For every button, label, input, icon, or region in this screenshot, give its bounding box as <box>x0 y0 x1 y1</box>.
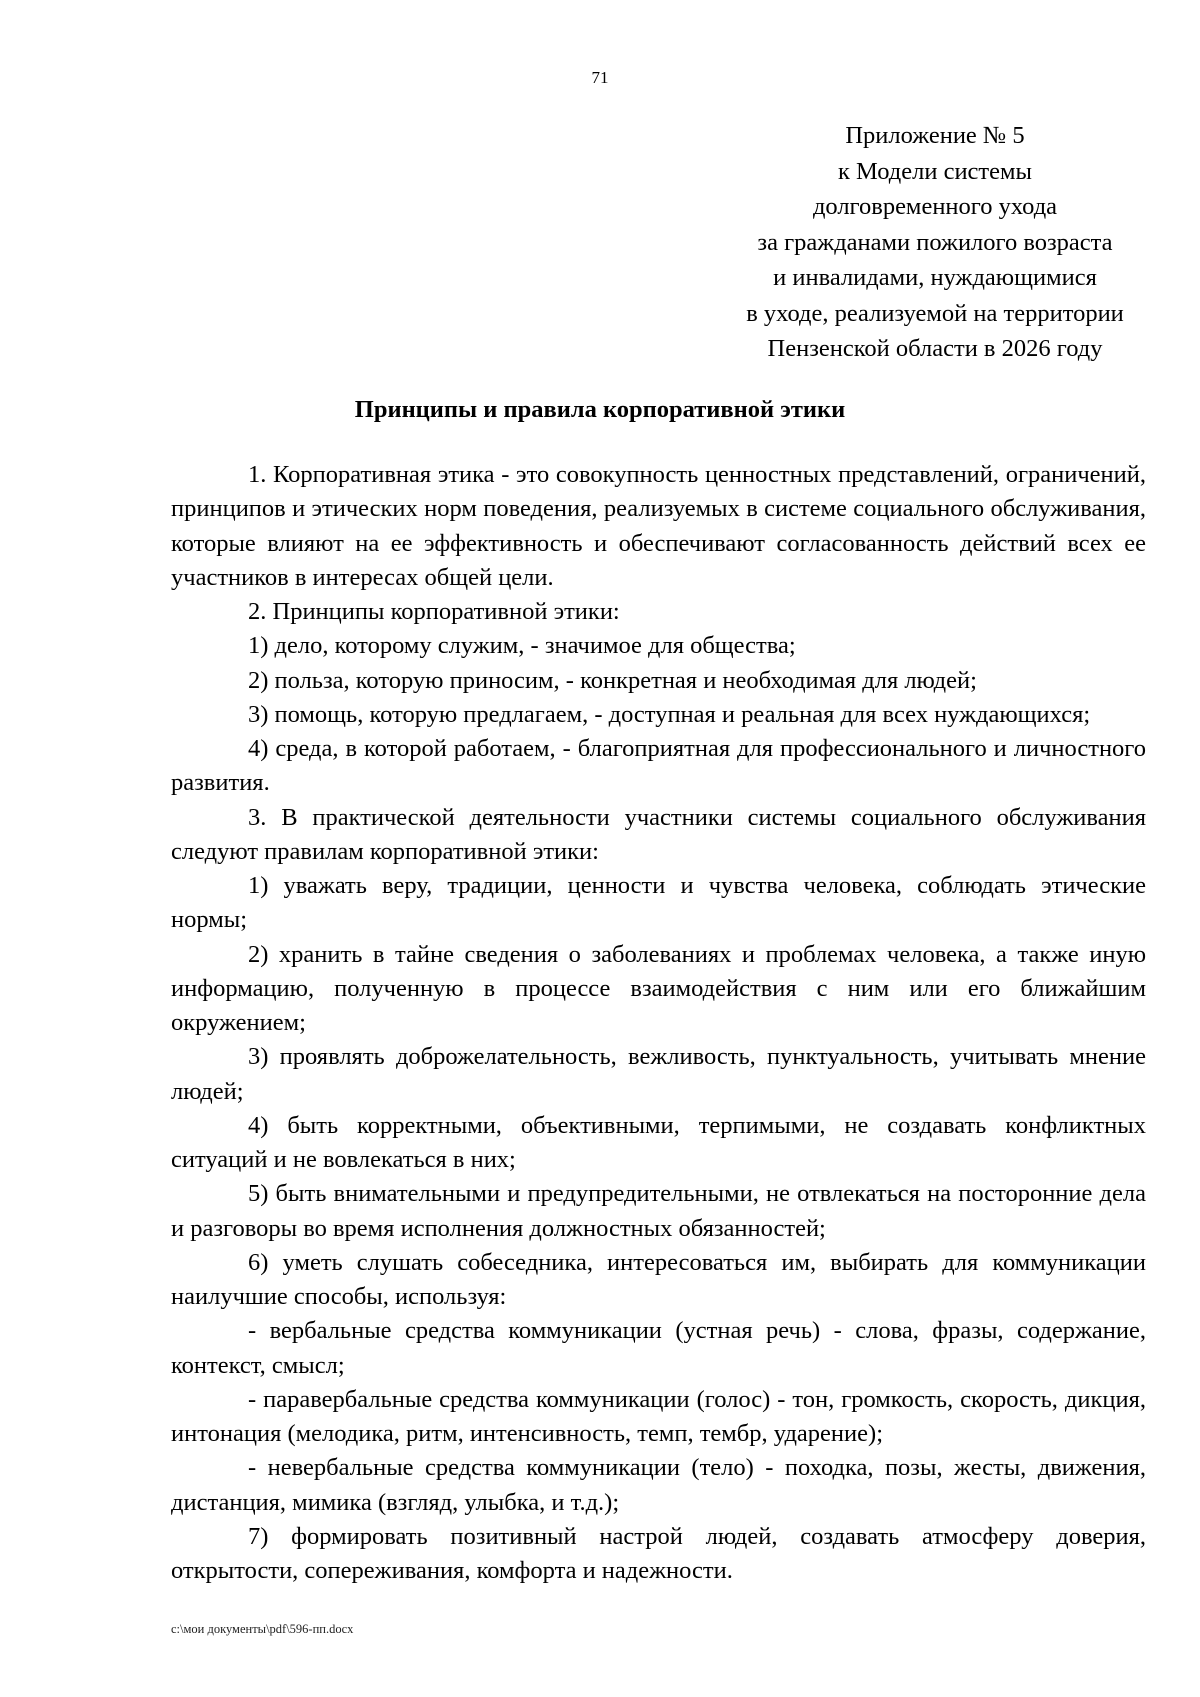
appendix-header <box>700 118 1170 367</box>
appendix-line: и инвалидами, нуждающимися <box>773 264 1097 291</box>
paragraph: 6) уметь слушать собеседника, интересоваться им, выбирать для коммуникации наилучшие способы, используя: <box>171 1248 1146 1310</box>
appendix-line: в уходе, реализуемой на территории <box>746 299 1124 327</box>
paragraph: - вербальные средства коммуникации (устная речь) - слова, фразы, содержание, контекст, смысл; <box>171 1317 1146 1379</box>
paragraph: 7) формировать позитивный настрой людей, создавать атмосферу доверия, открытости, сопереживания, комфорта и надежности. <box>171 1522 1146 1584</box>
paragraph: 2) хранить в тайне сведения о заболеваниях и проблемах человека, а также иную информацию, полученную в процессе взаимодействия с ним или его ближайшим окружением; <box>171 940 1146 1036</box>
paragraph: 4) быть корректными, объективными, терпимыми, не создавать конфликтных ситуаций и не вовлекаться в них; <box>171 1111 1146 1173</box>
appendix-line: за гражданами пожилого возраста <box>757 228 1113 256</box>
paragraph: - невербальные средства коммуникации (тело) - походка, позы, жесты, движения, дистанция, мимика (взгляд, улыбка, и т.д.); <box>171 1454 1146 1516</box>
appendix-line: долговременного ухода <box>812 193 1058 220</box>
paragraph: 1) дело, которому служим, - значимое для общества; <box>248 632 796 660</box>
page-number: 71 <box>591 68 609 87</box>
paragraph: 1. Корпоративная этика - это совокупность ценностных представлений, ограничений, принципов и этических норм поведения, реализуемых в системе социального обслуживания, которые влияют на ее эффективность и обеспечивают согласованность действий всех ее участников в интересах общей цели. <box>171 461 1146 591</box>
paragraph: 2) польза, которую приносим, - конкретная и необходимая для людей; <box>248 666 977 694</box>
file-path-footer: c:\мои документы\pdf\596-пп.docx <box>171 1622 354 1636</box>
paragraph: - паравербальные средства коммуникации (голос) - тон, громкость, скорость, дикция, интонация (мелодика, ритм, интенсивность, темп, тембр, ударение); <box>171 1385 1146 1447</box>
appendix-line: Пензенской области в 2026 году <box>767 335 1103 362</box>
paragraph: 2. Принципы корпоративной этики: <box>248 598 620 625</box>
document-body <box>171 458 1146 1588</box>
paragraph: 3) помощь, которую предлагаем, - доступная и реальная для всех нуждающихся; <box>248 700 1091 728</box>
document-title: Принципы и правила корпоративной этики <box>354 396 846 423</box>
appendix-line: Приложение № 5 <box>845 122 1025 149</box>
paragraph: 1) уважать веру, традиции, ценности и чувства человека, соблюдать этические нормы; <box>171 872 1146 934</box>
paragraph: 5) быть внимательными и предупредительными, не отвлекаться на посторонние дела и разговоры во время исполнения должностных обязанностей; <box>171 1180 1146 1242</box>
paragraph: 3. В практической деятельности участники системы социального обслуживания следуют правилам корпоративной этики: <box>171 803 1146 865</box>
appendix-line: к Модели системы <box>838 157 1032 185</box>
paragraph: 4) среда, в которой работаем, - благоприятная для профессионального и личностного развития. <box>171 735 1146 797</box>
paragraph: 3) проявлять доброжелательность, вежливость, пунктуальность, учитывать мнение людей; <box>171 1043 1146 1105</box>
